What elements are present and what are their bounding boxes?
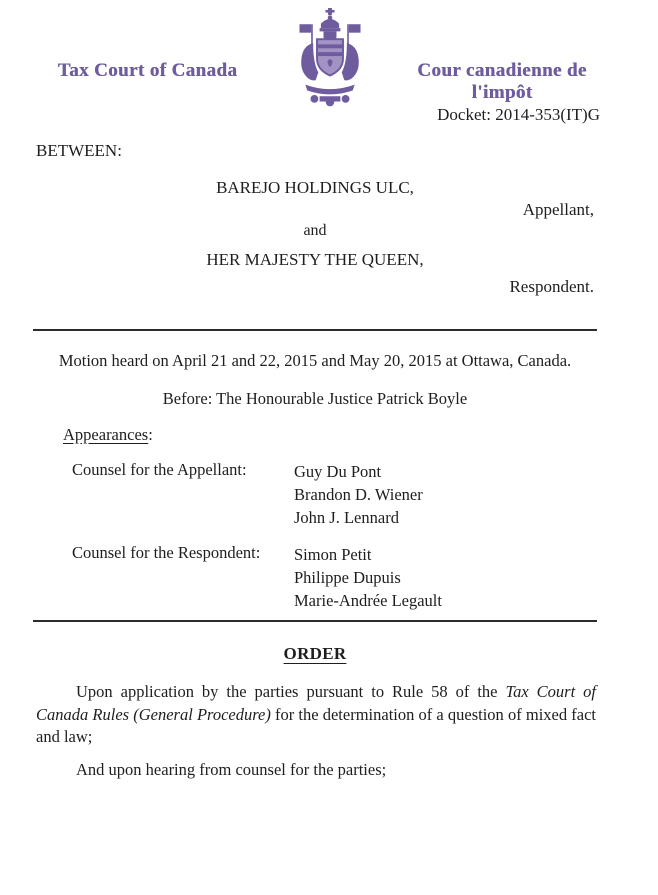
canada-coat-of-arms-icon xyxy=(291,8,369,108)
respondent-name: HER MAJESTY THE QUEEN, xyxy=(206,250,424,269)
appearances-colon: : xyxy=(148,425,153,444)
presiding-judge-line: Before: The Honourable Justice Patrick Boyle xyxy=(162,389,468,408)
motion-heard-line: Motion heard on April 21 and 22, 2015 and May 20, 2015 at Ottawa, Canada. xyxy=(58,351,572,370)
order-heading-text: ORDER xyxy=(283,644,347,663)
horizontal-rule-top xyxy=(33,329,597,331)
order-heading xyxy=(33,644,597,664)
counsel-appellant-label: Counsel for the Appellant: xyxy=(72,460,247,479)
appellant-role-label: Appellant, xyxy=(522,200,594,219)
counsel-name: Brandon D. Wiener xyxy=(294,485,423,504)
appellant-name: BAREJO HOLDINGS ULC, xyxy=(216,178,414,197)
docket-number: Docket: 2014-353(IT)G xyxy=(437,105,600,124)
counsel-name: Simon Petit xyxy=(294,545,372,564)
counsel-appellant-names xyxy=(294,460,423,529)
parties-conjunction: and xyxy=(303,222,327,239)
court-name-english: Tax Court of Canada xyxy=(57,60,238,81)
order-recital-2: And upon hearing from counsel for the parties; xyxy=(76,760,387,779)
order-recital-1 xyxy=(36,681,596,749)
respondent-role-label: Respondent. xyxy=(509,277,594,296)
counsel-respondent-names xyxy=(294,543,442,612)
court-name-french: Cour canadienne de l'impôt xyxy=(417,60,587,103)
counsel-name: John J. Lennard xyxy=(294,508,399,527)
recital-1-statute-title: Tax Court of Canada Rules (General Procedure) xyxy=(36,682,596,724)
counsel-name: Guy Du Pont xyxy=(294,462,382,481)
counsel-name: Philippe Dupuis xyxy=(294,568,401,587)
between-label: BETWEEN: xyxy=(36,141,122,160)
recital-1-text-end: for the determination of a question of mixed fact and law; xyxy=(36,704,596,746)
counsel-respondent-label: Counsel for the Respondent: xyxy=(72,543,261,562)
recital-1-text: Upon application by the parties pursuant to Rule 58 of the xyxy=(76,682,506,701)
appearances-heading xyxy=(63,425,153,445)
counsel-name: Marie-Andrée Legault xyxy=(294,591,442,610)
horizontal-rule-bottom xyxy=(33,620,597,622)
appearances-word: Appearances xyxy=(63,425,149,444)
